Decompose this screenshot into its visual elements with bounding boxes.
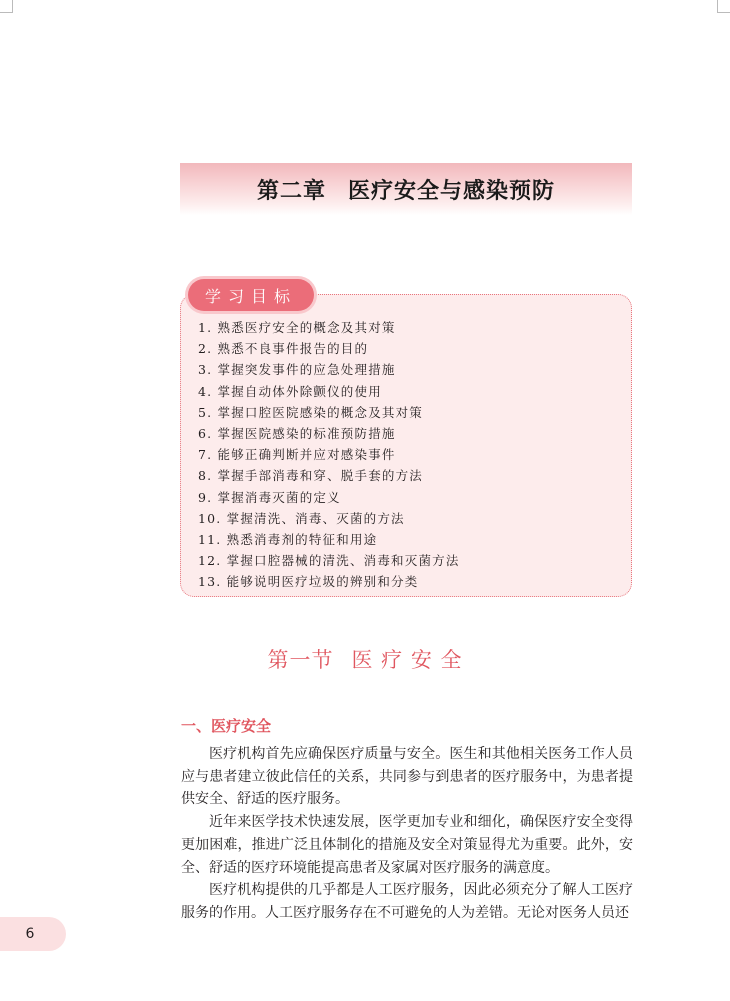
objective-item: 9. 掌握消毒灭菌的定义 [198, 489, 341, 505]
learning-objectives-tag: 学习目标 [188, 279, 314, 311]
body-paragraph: 医疗机构首先应确保医疗质量与安全。医生和其他相关医务工作人员应与患者建立彼此信任的关系，共同参与到患者的医疗服务中，为患者提供安全、舒适的医疗服务。 [181, 746, 633, 808]
objective-item: 1. 熟悉医疗安全的概念及其对策 [198, 320, 396, 335]
crop-mark-top-right [717, 0, 730, 13]
section-title [0, 644, 730, 674]
objective-item: 11. 熟悉消毒剂的特征和用途 [198, 531, 378, 547]
section-number: 第一节 [267, 648, 334, 672]
objective-item: 3. 掌握突发事件的应急处理措施 [198, 362, 396, 378]
chapter-banner [180, 163, 632, 215]
objective-item: 7. 能够正确判断并应对感染事件 [198, 447, 396, 463]
page-number: 6 [25, 926, 35, 942]
chapter-title [257, 174, 555, 205]
chapter-name: 医疗安全与感染预防 [348, 178, 556, 204]
learning-objectives-list [198, 317, 460, 592]
objective-item: 8. 掌握手部消毒和穿、脱手套的方法 [198, 468, 424, 484]
page-number-tab [0, 917, 66, 951]
crop-mark-top-left [0, 0, 13, 13]
body-paragraph: 医疗机构提供的几乎都是人工医疗服务，因此必须充分了解人工医疗服务的作用。人工医疗服务存在不可避免的人为差错。无论对医务人员还 [181, 882, 633, 921]
subsection-heading: 一、医疗安全 [181, 717, 272, 735]
objective-item: 5. 掌握口腔医院感染的概念及其对策 [198, 404, 424, 420]
objective-item: 10. 掌握清洗、消毒、灭菌的方法 [198, 510, 405, 526]
objective-item: 2. 熟悉不良事件报告的目的 [198, 341, 369, 357]
chapter-number: 第二章 [256, 178, 326, 204]
section-name: 医 疗 安 全 [351, 648, 463, 672]
objective-item: 4. 掌握自动体外除颤仪的使用 [198, 383, 382, 399]
body-paragraph: 近年来医学技术快速发展，医学更加专业和细化，确保医疗安全变得更加困难，推进广泛且体制化的措施及安全对策显得尤为重要。此外，安全、舒适的医疗环境能提高患者及家属对医疗服务的满意度。 [181, 814, 633, 876]
objective-item: 6. 掌握医院感染的标准预防措施 [198, 425, 396, 441]
objective-item: 13. 能够说明医疗垃圾的辨别和分类 [198, 574, 419, 590]
body-text [181, 743, 633, 925]
objective-item: 12. 掌握口腔器械的清洗、消毒和灭菌方法 [198, 553, 460, 569]
